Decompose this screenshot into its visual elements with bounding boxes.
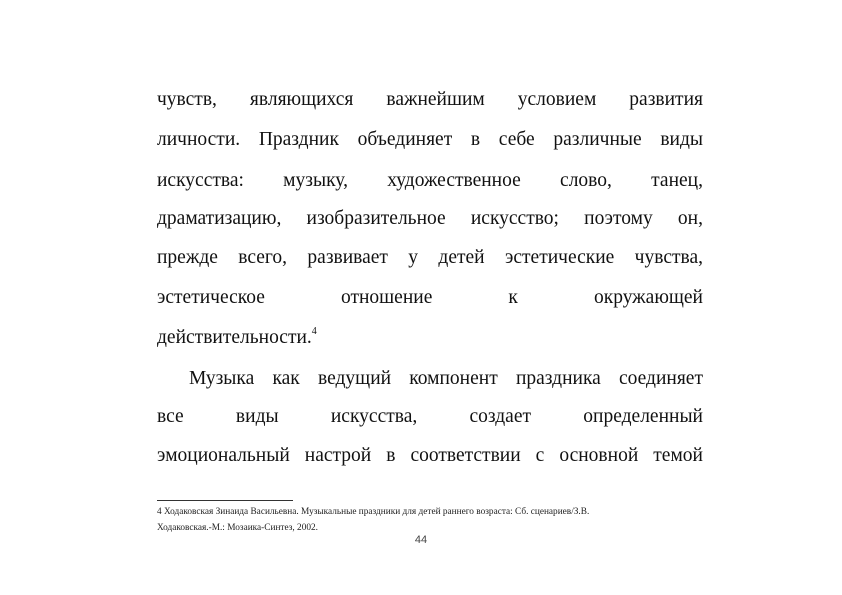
footnote-line-1: 4 Ходаковская Зинаида Васильевна. Музыкальные праздники для детей раннего возраста: Сб. сценариев/З.В. xyxy=(157,507,590,517)
body-line-1: чувств, являющихся важнейшим условием развития xyxy=(157,89,703,110)
body-line-2: личности. Праздник объединяет в себе различные виды xyxy=(157,129,703,150)
body-line-4: драматизацию, изобразительное искусство; поэтому он, xyxy=(157,208,703,229)
body-line-8: Музыка как ведущий компонент праздника соединяет xyxy=(189,368,703,389)
footnote-line-2: Ходаковская.-М.: Мозаика-Синтез, 2002. xyxy=(157,523,318,533)
page-number: 44 xyxy=(414,534,428,546)
footnote-reference: 4 xyxy=(311,326,317,337)
body-line-9: все виды искусства, создает определенный xyxy=(157,406,703,427)
body-line-6: эстетическое отношение к окружающей xyxy=(157,287,703,308)
body-line-10: эмоциональный настрой в соответствии с основной темой xyxy=(157,445,703,466)
body-line-3: искусства: музыку, художественное слово, танец, xyxy=(157,170,703,191)
body-line-5: прежде всего, развивает у детей эстетические чувства, xyxy=(157,247,703,268)
body-line-7 xyxy=(157,326,703,350)
body-line-7-text: действительности. xyxy=(157,327,312,348)
footnote-separator xyxy=(157,500,293,501)
